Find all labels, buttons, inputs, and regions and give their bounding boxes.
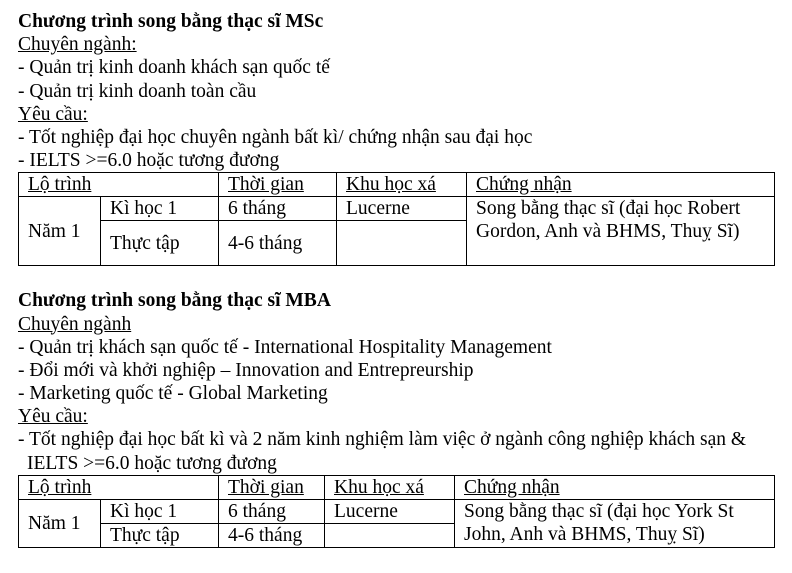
duration-cell: 4-6 tháng (219, 221, 337, 266)
msc-major-item: - Quản trị kinh doanh toàn cầu (18, 80, 257, 102)
document-page (18, 10, 776, 548)
section-spacer (18, 266, 776, 289)
mba-requirement-item: - Tốt nghiệp đại học bất kì và 2 năm kinh nghiệm làm việc ở ngành công nghiệp khách sạn & IELTS >=6.0 hoặc tương đương (18, 429, 747, 474)
term-cell: Thực tập (101, 523, 219, 547)
duration-cell: 4-6 tháng (219, 523, 325, 547)
year-cell: Năm 1 (19, 197, 101, 266)
duration-cell: 6 tháng (219, 499, 325, 523)
mba-major-heading: Chuyên ngành (18, 313, 132, 335)
campus-cell (325, 523, 455, 547)
msc-requirement-item: - IELTS >=6.0 hoặc tương đương (18, 150, 280, 172)
duration-cell: 6 tháng (219, 197, 337, 221)
header-campus: Khu học xá (325, 475, 455, 499)
mba-schedule-table (18, 475, 775, 548)
msc-schedule-table (18, 172, 775, 266)
header-campus: Khu học xá (337, 173, 467, 197)
header-duration: Thời gian (219, 475, 325, 499)
mba-major-item: - Marketing quốc tế - Global Marketing (18, 383, 328, 405)
campus-cell (337, 221, 467, 266)
mba-requirements-heading: Yêu cầu: (18, 406, 88, 428)
mba-major-item: - Quản trị khách sạn quốc tế - International Hospitality Management (18, 336, 552, 358)
term-cell: Kì học 1 (101, 499, 219, 523)
header-route: Lộ trình (19, 173, 219, 197)
year-cell: Năm 1 (19, 499, 101, 547)
msc-major-heading: Chuyên ngành: (18, 34, 137, 56)
msc-program-title: Chương trình song bằng thạc sĩ MSc (18, 11, 324, 32)
term-cell: Kì học 1 (101, 197, 219, 221)
header-duration: Thời gian (219, 173, 337, 197)
term-cell: Thực tập (101, 221, 219, 266)
table-row (19, 197, 775, 221)
mba-program-title: Chương trình song bằng thạc sĩ MBA (18, 290, 331, 312)
table-header-row (19, 173, 775, 197)
msc-requirement-item: - Tốt nghiệp đại học chuyên ngành bất kì/ chứng nhận sau đại học (18, 126, 533, 148)
header-route: Lộ trình (19, 475, 219, 499)
campus-cell: Lucerne (337, 197, 467, 221)
certificate-cell: Song bằng thạc sĩ (đại học York St John, Anh và BHMS, Thuỵ Sĩ) (455, 499, 775, 547)
table-header-row (19, 475, 775, 499)
mba-major-item: - Đổi mới và khởi nghiệp – Innovation and Entrepreurship (18, 359, 474, 381)
campus-cell: Lucerne (325, 499, 455, 523)
msc-requirements-heading: Yêu cầu: (18, 103, 88, 125)
msc-major-item: - Quản trị kinh doanh khách sạn quốc tế (18, 57, 330, 79)
header-certificate: Chứng nhận (467, 173, 775, 197)
table-row (19, 499, 775, 523)
certificate-cell: Song bằng thạc sĩ (đại học Robert Gordon, Anh và BHMS, Thuỵ Sĩ) (467, 197, 775, 266)
header-certificate: Chứng nhận (455, 475, 775, 499)
